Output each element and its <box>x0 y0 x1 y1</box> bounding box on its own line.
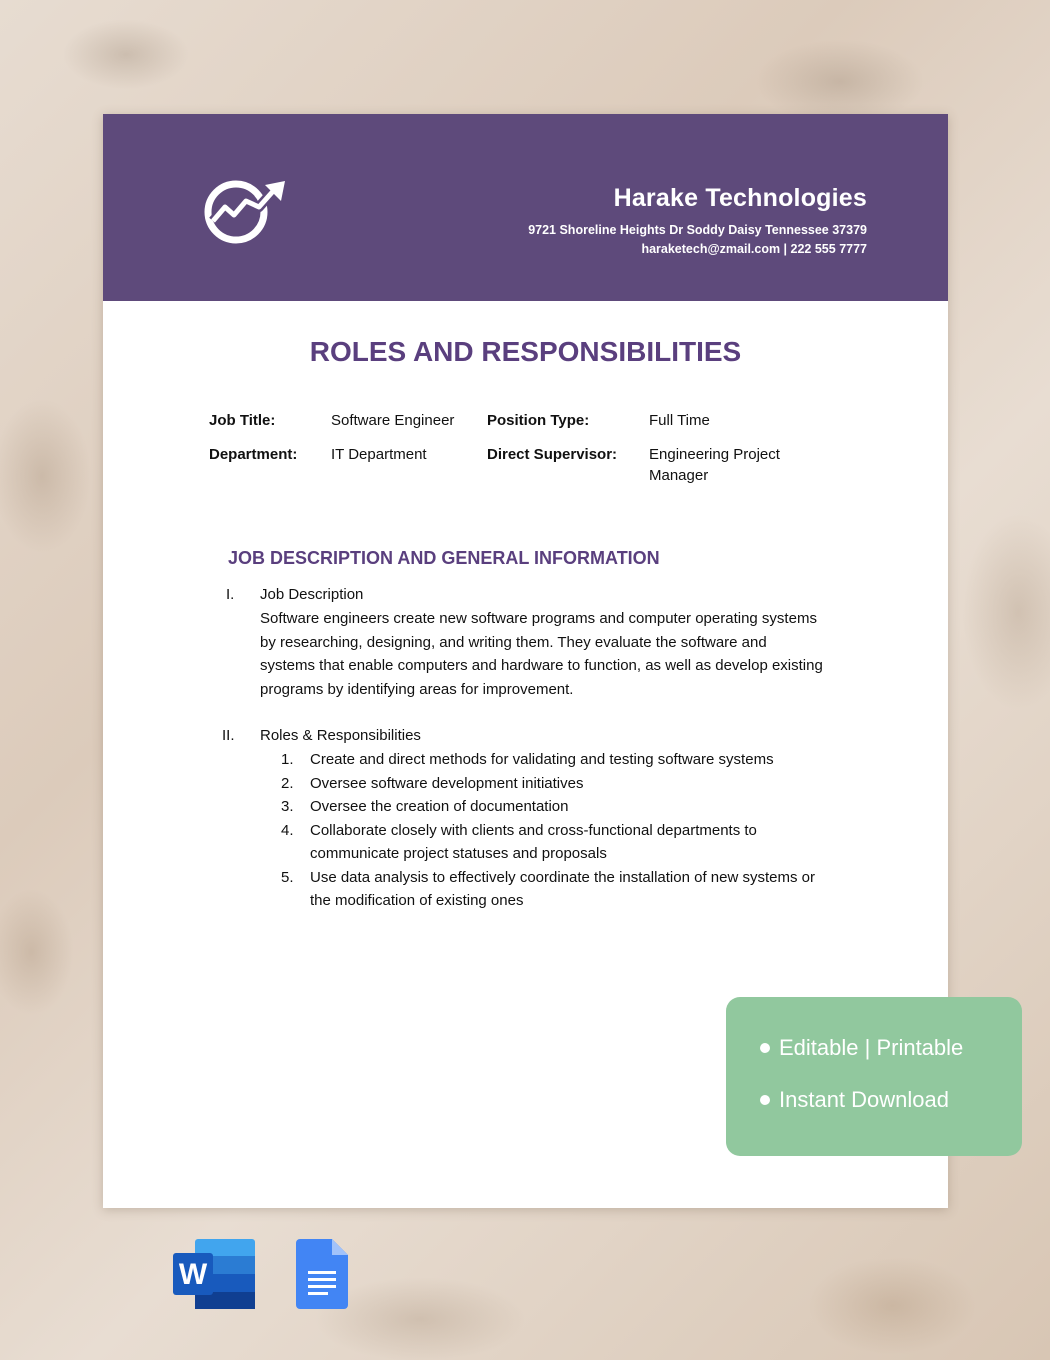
logo-icon <box>201 177 287 247</box>
responsibilities-list <box>281 748 821 913</box>
job-description-text: Software engineers create new software programs and computer operating systems by researching, designing, and writing them. They evaluate the software and systems that enable computers and hardware to function, as well as develop existing programs by identifying areas for improvement. <box>260 610 823 698</box>
list-item-text: Use data analysis to effectively coordinate the installation of new systems or the modification of existing ones <box>310 868 815 909</box>
features-badge <box>726 997 1022 1156</box>
document-title: ROLES AND RESPONSIBILITIES <box>309 336 742 367</box>
list-item-text: Create and direct methods for validating and testing software systems <box>310 751 774 768</box>
list-item-text: Oversee software development initiatives <box>310 774 584 792</box>
direct-supervisor-value: Engineering Project Manager <box>649 446 780 484</box>
feature-editable-text: Editable | Printable <box>779 1035 964 1060</box>
list-item-text: Oversee the creation of documentation <box>310 798 569 815</box>
position-type-label: Position Type: <box>487 412 590 429</box>
section2-heading: Roles & Responsibilities <box>260 727 421 744</box>
position-type-value: Full Time <box>649 412 710 429</box>
job-title-value: Software Engineer <box>331 412 455 429</box>
google-docs-icon[interactable] <box>296 1239 348 1309</box>
company-contact: haraketech@zmail.com | 222 555 7777 <box>641 242 867 256</box>
list-item-number: 5. <box>281 868 294 886</box>
list-item-text: Collaborate closely with clients and cross-functional departments to communicate project statuses and proposals <box>310 821 757 862</box>
feature-download-text: Instant Download <box>779 1087 949 1112</box>
list-item <box>281 748 821 772</box>
bullet-icon <box>760 1095 770 1105</box>
company-name: Harake Technologies <box>613 184 867 212</box>
company-info <box>528 184 867 256</box>
job-title-label: Job Title: <box>209 412 276 429</box>
microsoft-word-icon[interactable] <box>173 1239 255 1309</box>
bullet-icon <box>760 1043 770 1053</box>
section2-numeral: II. <box>222 727 235 744</box>
section-heading: JOB DESCRIPTION AND GENERAL INFORMATION <box>228 548 660 568</box>
feature-download <box>760 1087 949 1113</box>
list-item <box>281 819 821 866</box>
list-item-number: 4. <box>281 821 294 839</box>
document-header <box>103 114 948 301</box>
list-item <box>281 772 821 796</box>
department-label: Department: <box>209 446 298 463</box>
section1-heading: Job Description <box>260 586 364 603</box>
svg-text:W: W <box>178 1258 208 1291</box>
direct-supervisor-label: Direct Supervisor: <box>487 446 618 463</box>
list-item-number: 2. <box>281 774 294 792</box>
department-value: IT Department <box>331 446 427 463</box>
list-item <box>281 866 821 913</box>
feature-editable <box>760 1035 963 1061</box>
list-item-number: 1. <box>281 751 294 768</box>
section1-numeral: I. <box>226 586 235 603</box>
list-item-number: 3. <box>281 798 294 815</box>
list-item <box>281 795 821 819</box>
company-address: 9721 Shoreline Heights Dr Soddy Daisy Tennessee 37379 <box>528 223 867 237</box>
